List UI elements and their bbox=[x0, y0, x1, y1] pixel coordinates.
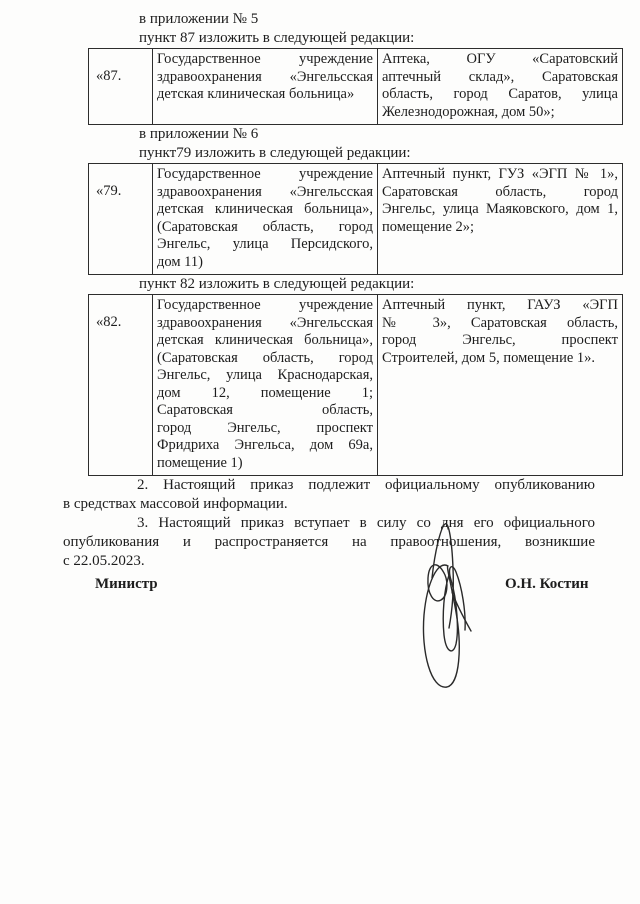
table-row bbox=[89, 295, 623, 476]
table-point-87 bbox=[88, 48, 623, 125]
cell-line: Государственное учреждение bbox=[157, 166, 373, 182]
row-number-cell: «79. bbox=[89, 164, 153, 275]
cell-line: детская клиническая больница» bbox=[157, 86, 355, 102]
cell-line: (Саратовская область, город bbox=[157, 349, 373, 366]
table-row bbox=[89, 164, 623, 275]
paragraph-2-line: 2. Настоящий приказ подлежит официальному опубликованию bbox=[137, 477, 595, 493]
table-row bbox=[89, 49, 623, 125]
point-87-edit-line: пункт 87 изложить в следующей редакции: bbox=[139, 30, 415, 46]
cell-line: Аптечный пункт, ГАУЗ «ЭГП bbox=[382, 297, 618, 313]
paragraph-3-line: с 22.05.2023. bbox=[63, 553, 145, 569]
cell-line: помещение 1) bbox=[157, 454, 243, 471]
point-82-edit-line: пункт 82 изложить в следующей редакции: bbox=[139, 276, 415, 292]
table-point-82 bbox=[88, 294, 623, 476]
signer-name: О.Н. Костин bbox=[505, 576, 589, 592]
cell-line: дом 12, помещение 1; bbox=[157, 384, 373, 401]
paragraph-2-line: в средствах массовой информации. bbox=[63, 496, 288, 512]
cell-line: Фридриха Энгельса, дом 69а, bbox=[157, 437, 373, 453]
cell-line: (Саратовская область, город bbox=[157, 218, 373, 235]
pharmacy-cell bbox=[378, 164, 623, 275]
cell-line: № 3», Саратовская область, bbox=[382, 314, 618, 331]
cell-line: Аптечный пункт, ГУЗ «ЭГП № 1», bbox=[382, 166, 618, 182]
paragraph-3-line: опубликования и распространяется на правоотношения, возникшие bbox=[63, 534, 595, 550]
cell-line: здравоохранения «Энгельсская bbox=[157, 68, 373, 85]
cell-line: город Энгельс, проспект bbox=[382, 332, 618, 348]
cell-line: помещение 2»; bbox=[382, 218, 475, 235]
cell-line: область, город Саратов, улица bbox=[382, 86, 618, 102]
pharmacy-cell bbox=[378, 49, 623, 125]
row-number-cell: «82. bbox=[89, 295, 153, 476]
cell-line: Энгельс, улица Краснодарская, bbox=[157, 367, 373, 383]
point-79-edit-line: пункт79 изложить в следующей редакции: bbox=[139, 145, 411, 161]
cell-line: Саратовская область, город bbox=[382, 183, 618, 200]
cell-line: детская клиническая больница», bbox=[157, 332, 373, 348]
cell-line: аптечный склад», Саратовская bbox=[382, 68, 618, 85]
cell-line: Государственное учреждение bbox=[157, 51, 373, 67]
cell-line: Саратовская область, bbox=[157, 402, 373, 418]
row-number-cell: «87. bbox=[89, 49, 153, 125]
organization-cell bbox=[153, 295, 378, 476]
table-point-79 bbox=[88, 163, 623, 275]
cell-line: детская клиническая больница», bbox=[157, 201, 373, 217]
organization-cell bbox=[153, 164, 378, 275]
cell-line: город Энгельс, проспект bbox=[157, 419, 373, 436]
cell-line: Строителей, дом 5, помещение 1». bbox=[382, 349, 596, 366]
minister-title: Министр bbox=[95, 576, 158, 592]
organization-cell bbox=[153, 49, 378, 125]
cell-line: дом 11) bbox=[157, 253, 203, 270]
pharmacy-cell bbox=[378, 295, 623, 476]
cell-line: здравоохранения «Энгельсская bbox=[157, 314, 373, 331]
appendix-5-line: в приложении № 5 bbox=[139, 11, 259, 27]
cell-line: Государственное учреждение bbox=[157, 297, 373, 313]
cell-line: Энгельс, улица Маяковского, дом 1, bbox=[382, 201, 618, 217]
appendix-6-line: в приложении № 6 bbox=[139, 126, 259, 142]
signature-scribble bbox=[405, 515, 485, 695]
paragraph-3-line: 3. Настоящий приказ вступает в силу со дня его официального bbox=[137, 515, 595, 531]
cell-line: Аптека, ОГУ «Саратовский bbox=[382, 51, 618, 67]
cell-line: Железнодорожная, дом 50»; bbox=[382, 103, 555, 120]
cell-line: здравоохранения «Энгельсская bbox=[157, 183, 373, 200]
cell-line: Энгельс, улица Персидского, bbox=[157, 236, 373, 252]
